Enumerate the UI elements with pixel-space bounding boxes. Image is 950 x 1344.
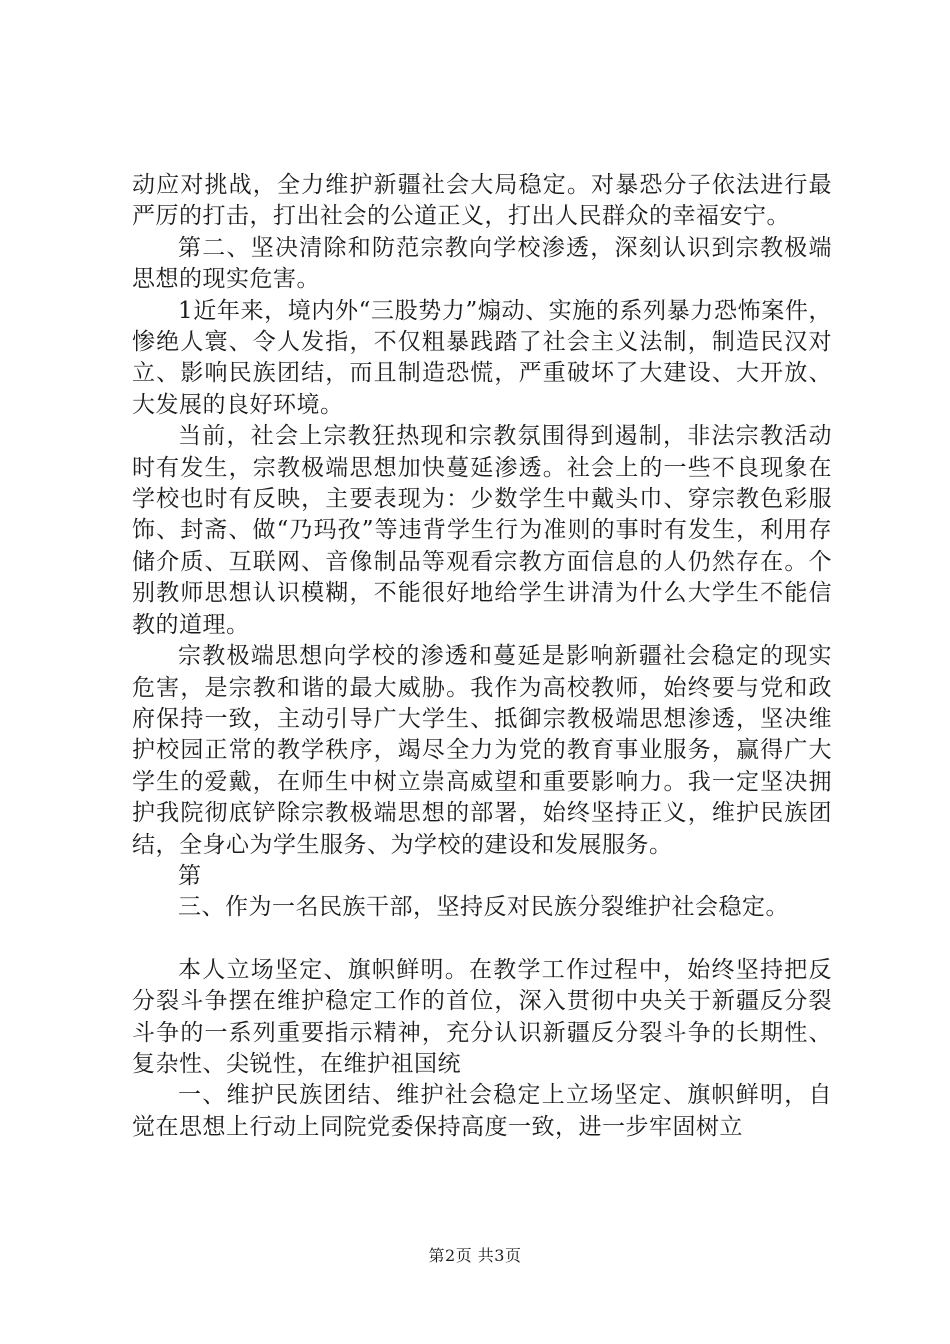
paragraph-violent-cases: 1近年来，境内外“三股势力”煽动、实施的系列暴力恐怖案件，惨绝人寰、令人发指，不仅粗暴践踏了社会主义法制，制造民汉对立、影响民族团结，而且制造恐慌，严重破坏了大建设、大开放、大发展的良好环境。 — [132, 297, 832, 418]
paragraph-unity: 一、维护民族团结、维护社会稳定上立场坚定、旗帜鲜明，自觉在思想上行动上同院党委保持高度一致，进一步牢固树立 — [132, 1082, 832, 1140]
paragraph-section-three-heading: 三、作为一名民族干部，坚持反对民族分裂维护社会稳定。 — [178, 894, 789, 921]
page-footer: 第2页 共3页 — [428, 1246, 522, 1265]
paragraph-section-marker: 第 — [178, 862, 202, 889]
paragraph-continuation: 动应对挑战，全力维护新疆社会大局稳定。对暴恐分子依法进行最严厉的打击，打出社会的公道正义，打出人民群众的幸福安宁。 — [132, 172, 832, 230]
document-body — [132, 170, 832, 1143]
paragraph-teacher-commitment: 宗教极端思想向学校的渗透和蔓延是影响新疆社会稳定的现实危害，是宗教和谐的最大威胁。我作为高校教师，始终要与党和政府保持一致，主动引导广大学生、抵御宗教极端思想渗透，坚决维护校园正常的教学秩序，竭尽全力为党的教育事业服务，赢得广大学生的爱戴，在师生中树立崇高威望和重要影响力。我一定坚决拥护我院彻底铲除宗教极端思想的部署，始终坚持正义，维护民族团结，全身心为学生服务、为学校的建设和发展服务。 — [132, 643, 832, 858]
paragraph-stance: 本人立场坚定、旗帜鲜明。在教学工作过程中，始终坚持把反分裂斗争摆在维护稳定工作的首位，深入贯彻中央关于新疆反分裂斗争的一系列重要指示精神，充分认识新疆反分裂斗争的长期性、复杂性、尖锐性，在维护祖国统 — [132, 956, 832, 1077]
paragraph-current-situation: 当前，社会上宗教狂热现和宗教氛围得到遏制，非法宗教活动时有发生，宗教极端思想加快蔓延渗透。社会上的一些不良现象在学校也时有反映，主要表现为：少数学生中戴头巾、穿宗教色彩服饰、封斋、做“乃玛孜”等违背学生行为准则的事时有发生，利用存储介质、互联网、音像制品等观看宗教方面信息的人仍然存在。个别教师思想认识模糊，不能很好地给学生讲清为什么大学生不能信教的道理。 — [132, 423, 832, 638]
paragraph-gap — [132, 924, 832, 955]
paragraph-section-two-heading: 第二、坚决清除和防范宗教向学校渗透，深刻认识到宗教极端思想的现实危害。 — [132, 234, 832, 293]
